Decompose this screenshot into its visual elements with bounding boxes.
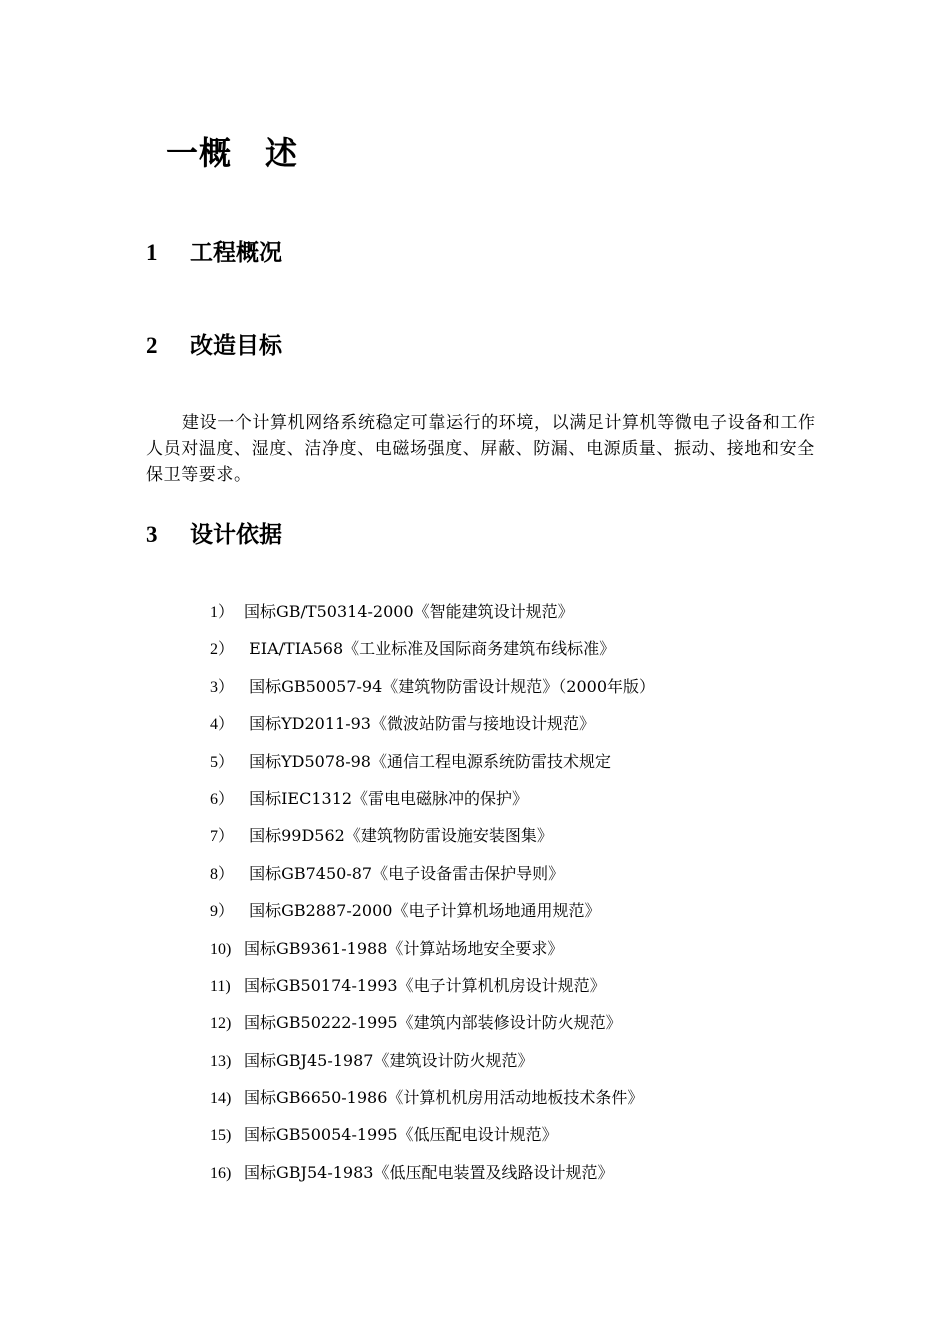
section-title: 设计依据 [190,522,282,548]
paragraph-text: 建设一个计算机网络系统稳定可靠运行的环境，以满足计算机等微电子设备和工作人员对温度、湿度、洁净度、电磁场强度、屏蔽、防漏、电源质量、振动、接地和安全保卫等要求。 [146,413,816,485]
reference-item [210,1086,655,1123]
reference-item [210,675,655,712]
reference-number: 12) [210,1015,232,1033]
reference-text: 国标GB50054-1995《低压配电设计规范》 [244,1125,558,1145]
reference-item [210,862,655,899]
reference-item [210,974,655,1011]
reference-text: 国标GBJ45-1987《建筑设计防火规范》 [244,1050,534,1070]
reference-number: 8） [210,865,235,883]
reference-item [210,937,655,974]
reference-number: 6） [210,790,235,808]
reference-number: 14) [210,1090,232,1108]
reference-text: 国标GB/T50314-2000《智能建筑设计规范》 [244,602,574,621]
section-number: 2 [146,333,158,358]
reference-item [210,750,655,787]
reference-number: 4） [210,716,235,734]
reference-text: 国标GB7450-87《电子设备雷击保护导则》 [244,863,565,883]
reference-text: 国标GB2887-2000《电子计算机场地通用规范》 [244,901,601,921]
reference-text: EIA/TIA568《工业标准及国际商务建筑布线标准》 [244,639,616,659]
reference-item [210,712,655,749]
chapter-title: 一概 述 [166,134,299,172]
reference-item [210,1161,655,1198]
section-title: 工程概况 [190,240,282,266]
reference-list [210,600,655,1198]
reference-text: 国标GB50222-1995《建筑内部装修设计防火规范》 [244,1013,622,1033]
reference-text: 国标YD2011-93《微波站防雷与接地设计规范》 [244,714,595,734]
reference-item [210,600,655,637]
reference-text: 国标99D562《建筑物防雷设施安装图集》 [244,826,553,846]
section-title: 改造目标 [190,333,282,359]
reference-number: 7） [210,828,235,846]
reference-text: 国标GB9361-1988《计算站场地安全要求》 [244,938,564,958]
reference-number: 16) [210,1164,232,1182]
reference-text: 国标YD5078-98《通信工程电源系统防雷技术规定 [244,751,611,771]
reference-item [210,899,655,936]
reference-item [210,637,655,674]
reference-item [210,1049,655,1086]
reference-number: 11) [210,977,231,995]
reference-number: 15) [210,1127,232,1145]
reference-item [210,1123,655,1160]
reference-number: 9） [210,903,235,921]
reference-number: 13) [210,1052,232,1070]
reference-item [210,787,655,824]
section-heading-3 [146,516,282,549]
section-number: 3 [146,522,158,547]
reference-number: 3） [210,678,235,696]
section-heading-2 [146,327,282,360]
section-heading-1 [146,234,282,267]
reference-text: 国标GB50174-1993《电子计算机机房设计规范》 [244,975,606,995]
reference-number: 1） [210,604,235,621]
section-number: 1 [146,240,158,265]
reference-text: 国标GB50057-94《建筑物防雷设计规范》（2000年版） [244,676,656,696]
reference-item [210,1011,655,1048]
reference-text: 国标IEC1312《雷电电磁脉冲的保护》 [244,788,529,808]
reference-text: 国标GB6650-1986《计算机机房用活动地板技术条件》 [244,1088,644,1108]
goal-paragraph [146,410,826,488]
reference-number: 2） [210,641,235,659]
reference-item [210,824,655,861]
reference-number: 5） [210,753,235,771]
reference-number: 10) [210,940,232,958]
reference-text: 国标GBJ54-1983《低压配电装置及线路设计规范》 [244,1162,614,1182]
